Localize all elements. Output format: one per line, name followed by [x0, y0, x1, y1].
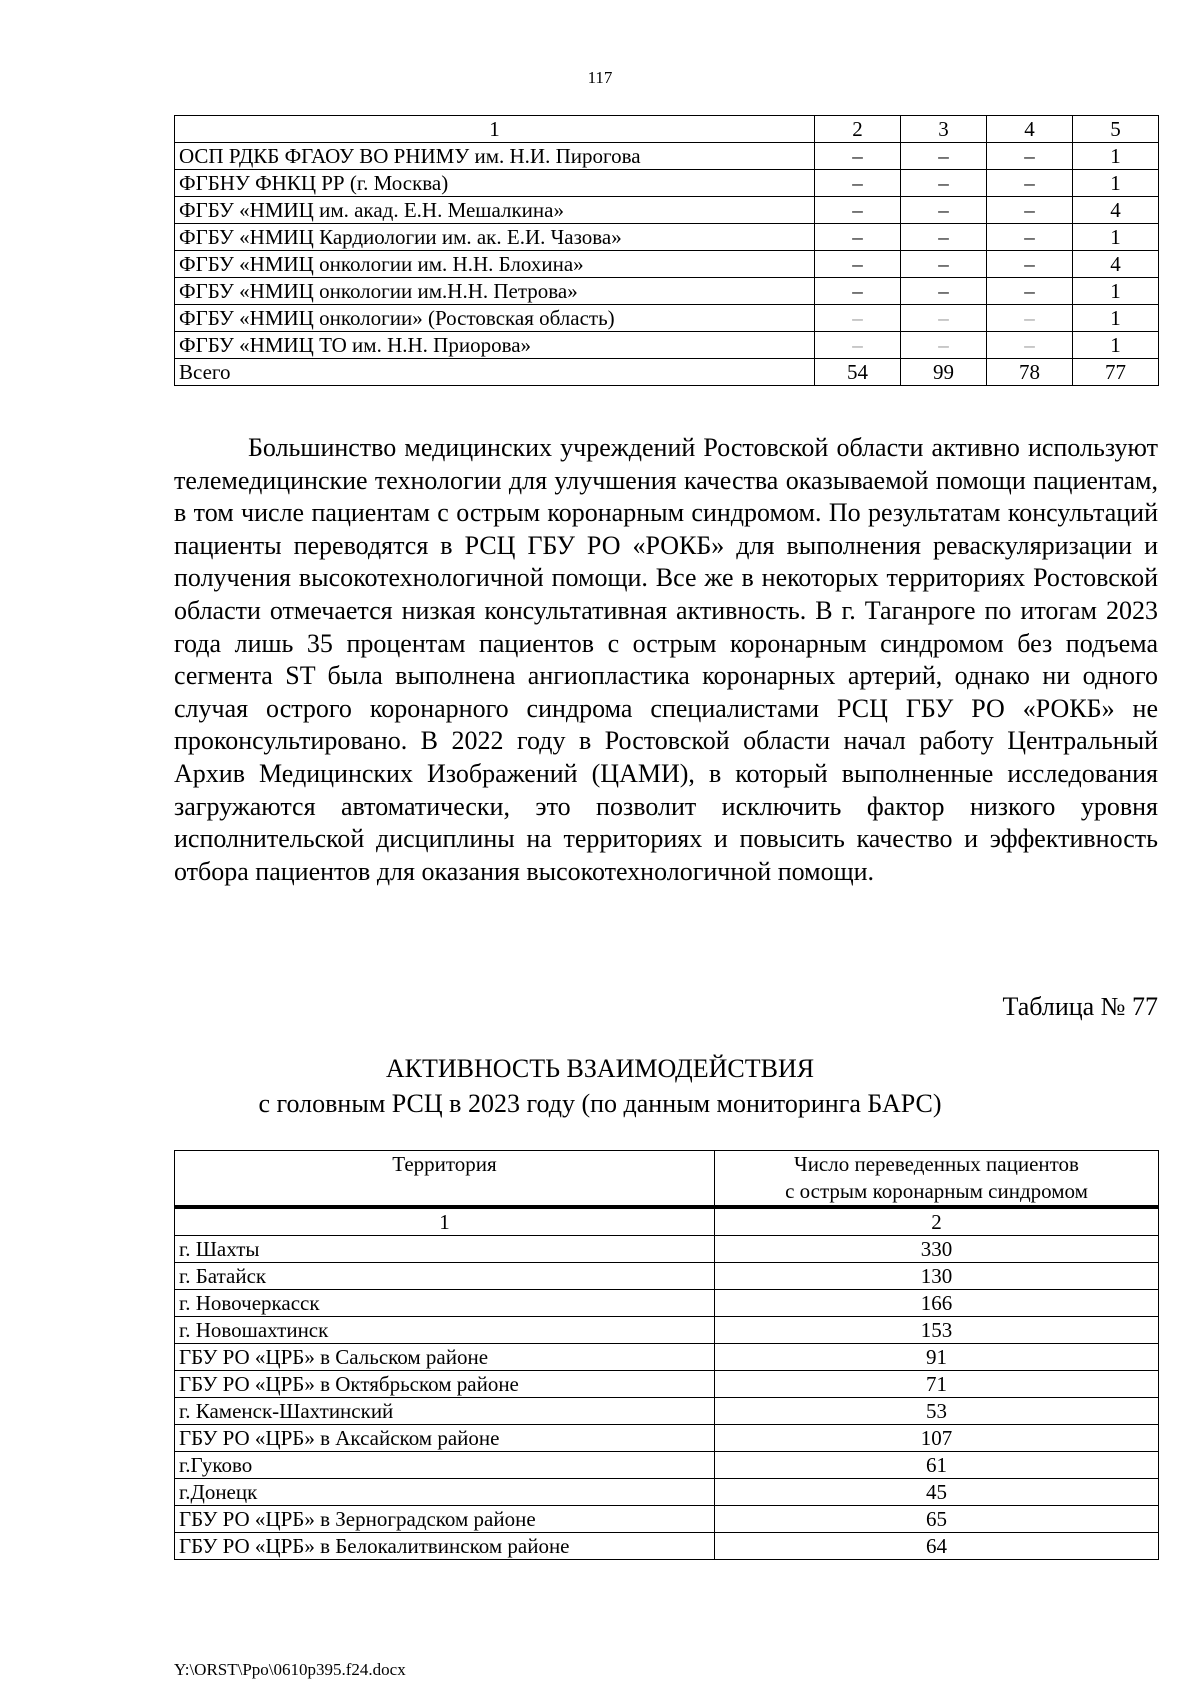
- territory-name: ГБУ РО «ЦРБ» в Октябрьском районе: [175, 1371, 715, 1398]
- patient-count: 91: [715, 1344, 1159, 1371]
- institution-name: ФГБУ «НМИЦ ТО им. Н.Н. Приорова»: [175, 332, 815, 359]
- table-row: [175, 251, 1159, 278]
- patient-count: 64: [715, 1533, 1159, 1560]
- table-row: [175, 1479, 1159, 1506]
- patient-count: 71: [715, 1371, 1159, 1398]
- institution-name: ФГБУ «НМИЦ онкологии» (Ростовская область): [175, 305, 815, 332]
- table-row: [175, 1425, 1159, 1452]
- table-cell: –: [815, 278, 901, 305]
- table-row: [175, 1452, 1159, 1479]
- territory-name: г. Каменск-Шахтинский: [175, 1398, 715, 1425]
- territory-name: г. Батайск: [175, 1263, 715, 1290]
- table-subtitle: с головным РСЦ в 2023 году (по данным мониторинга БАРС): [258, 1089, 942, 1118]
- territory-name: г.Донецк: [175, 1479, 715, 1506]
- table-cell: –: [815, 170, 901, 197]
- table-title: АКТИВНОСТЬ ВЗАИМОДЕЙСТВИЯ: [385, 1054, 815, 1083]
- table-cell: –: [987, 224, 1073, 251]
- table-cell: –: [987, 197, 1073, 224]
- table-header-row: [175, 116, 1159, 143]
- rsc-activity-table: [174, 1150, 1159, 1560]
- table-row: [175, 1506, 1159, 1533]
- institution-name: ОСП РДКБ ФГАОУ ВО РНИМУ им. Н.И. Пирогова: [175, 143, 815, 170]
- table-cell: –: [815, 305, 901, 332]
- table-row: [175, 1344, 1159, 1371]
- table-cell: –: [987, 170, 1073, 197]
- table-header-row: [175, 1151, 1159, 1208]
- column-number: 2: [815, 116, 901, 143]
- territory-name: ГБУ РО «ЦРБ» в Аксайском районе: [175, 1425, 715, 1452]
- territory-name: ГБУ РО «ЦРБ» в Сальском районе: [175, 1344, 715, 1371]
- table-row: [175, 1317, 1159, 1344]
- territory-name: г. Новошахтинск: [175, 1317, 715, 1344]
- column-number: 3: [901, 116, 987, 143]
- table-cell: 54: [815, 359, 901, 386]
- table-cell: 1: [1073, 224, 1159, 251]
- column-number-row: [175, 1207, 1159, 1236]
- table-row: [175, 1236, 1159, 1263]
- table-row: [175, 359, 1159, 386]
- body-paragraph: Большинство медицинских учреждений Ростовской области активно используют телемедицинские технологии для улучшения качества оказываемой помощи пациентам, в том числе пациентам с острым коронарным синдромом. По результатам консультаций пациенты переводятся в РСЦ ГБУ РО «РОКБ» для выполнения реваскуляризации и получения высокотехнологичной помощи. Все же в некоторых территориях Ростовской области отмечается низкая консультативная активность. В г. Таганроге по итогам 2023 года лишь 35 процентам пациентов с острым коронарным синдромом без подъема сегмента ST была выполнена ангиопластика коронарных артерий, однако ни одного случая острого коронарного синдрома специалистами РСЦ ГБУ РО «РОКБ» не проконсультировано. В 2022 году в Ростовской области начал работу Центральный Архив Медицинских Изображений (ЦАМИ), в который выполненные исследования загружаются автоматически, это позволит исключить фактор низкого уровня исполнительской дисциплины на территориях и повысить качество и эффективность отбора пациентов для оказания высокотехнологичной помощи.: [174, 433, 1158, 886]
- territory-name: г.Гуково: [175, 1452, 715, 1479]
- table-cell: –: [901, 143, 987, 170]
- table-cell: 1: [1073, 278, 1159, 305]
- table-cell: –: [987, 143, 1073, 170]
- page-number: 117: [587, 68, 613, 87]
- institution-name: ФГБНУ ФНКЦ РР (г. Москва): [175, 170, 815, 197]
- table-cell: –: [815, 332, 901, 359]
- table-row: [175, 143, 1159, 170]
- table-cell: –: [987, 305, 1073, 332]
- header-patient-count: [715, 1151, 1159, 1208]
- table-cell: 1: [1073, 305, 1159, 332]
- patient-count: 65: [715, 1506, 1159, 1533]
- table-cell: –: [815, 251, 901, 278]
- institution-name: ФГБУ «НМИЦ онкологии им.Н.Н. Петрова»: [175, 278, 815, 305]
- column-number: 1: [175, 116, 815, 143]
- table-row: [175, 1398, 1159, 1425]
- table-cell: –: [901, 305, 987, 332]
- table-number: Таблица № 77: [1002, 992, 1158, 1021]
- patient-count: 45: [715, 1479, 1159, 1506]
- table-cell: 4: [1073, 251, 1159, 278]
- table-row: [175, 278, 1159, 305]
- patient-count: 153: [715, 1317, 1159, 1344]
- table-cell: –: [901, 278, 987, 305]
- table-cell: –: [987, 251, 1073, 278]
- table-cell: –: [901, 170, 987, 197]
- column-number: 2: [715, 1207, 1159, 1236]
- territory-name: ГБУ РО «ЦРБ» в Белокалитвинском районе: [175, 1533, 715, 1560]
- institutions-table: [174, 115, 1159, 386]
- header-line-1: Число переведенных пациентов: [794, 1152, 1079, 1176]
- table-row: [175, 224, 1159, 251]
- header-territory: Территория: [175, 1151, 715, 1208]
- column-number: 1: [175, 1207, 715, 1236]
- table-cell: –: [901, 197, 987, 224]
- patient-count: 53: [715, 1398, 1159, 1425]
- column-number: 5: [1073, 116, 1159, 143]
- institution-name: Всего: [175, 359, 815, 386]
- patient-count: 330: [715, 1236, 1159, 1263]
- table-cell: 1: [1073, 170, 1159, 197]
- territory-name: г. Шахты: [175, 1236, 715, 1263]
- patient-count: 107: [715, 1425, 1159, 1452]
- patient-count: 61: [715, 1452, 1159, 1479]
- institution-name: ФГБУ «НМИЦ им. акад. Е.Н. Мешалкина»: [175, 197, 815, 224]
- patient-count: 130: [715, 1263, 1159, 1290]
- institution-name: ФГБУ «НМИЦ онкологии им. Н.Н. Блохина»: [175, 251, 815, 278]
- column-number: 4: [987, 116, 1073, 143]
- table-cell: –: [901, 251, 987, 278]
- table-cell: 99: [901, 359, 987, 386]
- file-path-footer: Y:\ORST\Ppo\0610p395.f24.docx: [174, 1660, 406, 1679]
- table-cell: –: [987, 278, 1073, 305]
- territory-name: г. Новочеркасск: [175, 1290, 715, 1317]
- table-cell: –: [901, 224, 987, 251]
- table-row: [175, 1290, 1159, 1317]
- institution-name: ФГБУ «НМИЦ Кардиологии им. ак. Е.И. Чазова»: [175, 224, 815, 251]
- table-row: [175, 1371, 1159, 1398]
- table-row: [175, 170, 1159, 197]
- patient-count: 166: [715, 1290, 1159, 1317]
- table-cell: –: [815, 224, 901, 251]
- table-row: [175, 1263, 1159, 1290]
- table-row: [175, 197, 1159, 224]
- territory-name: ГБУ РО «ЦРБ» в Зерноградском районе: [175, 1506, 715, 1533]
- table-cell: –: [987, 332, 1073, 359]
- table-row: [175, 305, 1159, 332]
- table-cell: –: [815, 143, 901, 170]
- table-row: [175, 332, 1159, 359]
- table-cell: 1: [1073, 143, 1159, 170]
- header-line-2: с острым коронарным синдромом: [785, 1179, 1088, 1203]
- table-cell: 77: [1073, 359, 1159, 386]
- table-cell: 4: [1073, 197, 1159, 224]
- table-row: [175, 1533, 1159, 1560]
- table-cell: 1: [1073, 332, 1159, 359]
- table-cell: –: [901, 332, 987, 359]
- table-cell: –: [815, 197, 901, 224]
- table-cell: 78: [987, 359, 1073, 386]
